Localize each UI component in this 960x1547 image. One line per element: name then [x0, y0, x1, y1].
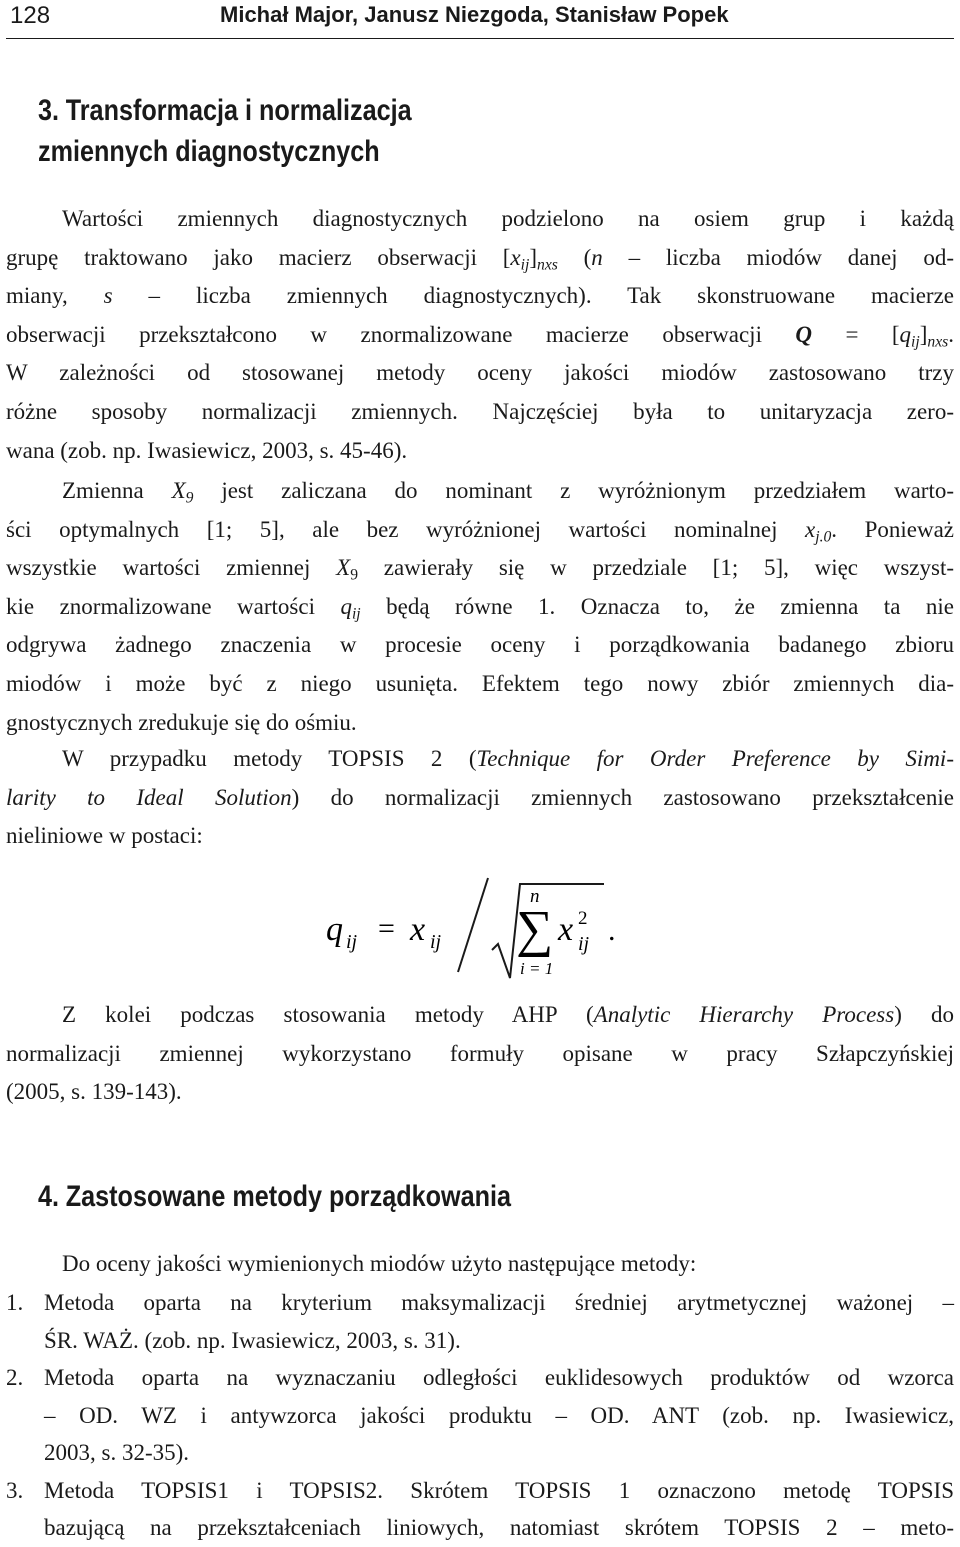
text-line: ŚR. WAŻ. (zob. np. Iwasiewicz, 2003, s. 31).: [44, 1327, 461, 1353]
list-item: [6, 1359, 954, 1472]
formula-x-subscript: ij: [430, 931, 442, 953]
paragraph-methods-intro: [6, 1245, 954, 1284]
page-header: [6, 0, 954, 40]
section-4-title: Zastosowane metody porządkowania: [65, 1180, 512, 1213]
text-line: [6, 588, 954, 627]
text-run: Zmienna: [62, 478, 172, 503]
var-x: x: [805, 516, 816, 542]
text-line: [6, 511, 954, 550]
text-run-italic: Technique for Order Preference by Simi-: [476, 746, 954, 771]
text-line: Metoda oparta na wyznaczaniu odległości euklidesowych produktów od wzorca: [44, 1365, 954, 1390]
text-run: grupę traktowano jako macierz obserwacji [: [6, 244, 511, 270]
header-rule: [6, 38, 954, 39]
division-slash: [458, 878, 488, 972]
subscript-nxs: nxs: [537, 255, 558, 273]
text-run: ) do: [894, 1002, 954, 1027]
text-line: [6, 277, 954, 316]
formula-square: 2: [578, 908, 588, 929]
var-n: n: [591, 244, 603, 270]
subscript-ij: ij: [351, 605, 361, 623]
formula-q: q: [326, 911, 343, 948]
text-line: odgrywa żadnego znaczenia w procesie oceny i porządkowania badanego zbioru: [6, 632, 954, 658]
text-run-italic: larity to Ideal Solution: [6, 784, 292, 810]
text-line: [6, 316, 954, 355]
text-line: gnostycznych zredukuje się do ośmiu.: [6, 709, 357, 735]
formula-summand-subscript: ij: [578, 933, 590, 955]
subscript-ij: ij: [520, 255, 530, 273]
var-s: s: [103, 283, 113, 309]
text-line: Metoda TOPSIS1 i TOPSIS2. Skrótem TOPSIS 1 oznaczono metodę TOPSIS: [44, 1477, 954, 1503]
list-number: 2.: [6, 1365, 24, 1390]
text-line: [6, 549, 954, 588]
text-run: obserwacji przekształcono w znormalizowane macierze obserwacji: [6, 321, 796, 347]
var-x: x: [510, 244, 521, 270]
subscript-nxs: nxs: [927, 333, 949, 351]
subscript-9: 9: [185, 489, 194, 507]
formula-equals: =: [378, 912, 395, 945]
paragraph-data-grouping: [6, 200, 954, 470]
text-line: nieliniowe w postaci:: [6, 823, 203, 849]
text-line: – OD. WZ i antywzorca jakości produktu – OD. ANT (zob. np. Iwasiewicz,: [44, 1402, 954, 1428]
text-run: (: [557, 244, 592, 270]
var-X: X: [171, 478, 186, 503]
list-number: 3.: [6, 1477, 24, 1503]
formula-x-summand: x: [558, 911, 574, 948]
text-line: Metoda oparta na kryterium maksymalizacji średniej arytmetycznej ważonej –: [44, 1290, 954, 1315]
page-number: 128: [10, 2, 51, 29]
var-q: q: [340, 593, 352, 619]
text-run: miany,: [6, 283, 104, 309]
text-line: różne sposoby normalizacji zmiennych. Najczęściej była to unitaryzacja zero-: [6, 398, 954, 424]
list-item: [6, 1284, 954, 1359]
text-line: wana (zob. np. Iwasiewicz, 2003, s. 45-46).: [6, 437, 408, 463]
text-line: [6, 472, 954, 511]
formula-q-subscript: ij: [346, 931, 358, 953]
sum-upper-limit: n: [530, 886, 540, 907]
text-run-italic: Analytic Hierarchy Process: [593, 1002, 895, 1027]
text-line: [6, 996, 954, 1035]
text-run: = [: [812, 321, 900, 347]
paragraph-variable-x9: [6, 472, 954, 742]
section-3-heading-line-1: [38, 90, 412, 131]
formula-x: x: [410, 911, 426, 948]
formula-period: .: [608, 914, 616, 947]
text-line: normalizacji zmiennej wykorzystano formuły opisane w pracy Szłapczyńskiej: [6, 1040, 954, 1066]
section-3-heading: [38, 90, 412, 172]
summation-sign: ∑: [516, 901, 554, 958]
text-run: – liczba miodów danej od-: [602, 244, 954, 270]
text-run: . Ponieważ: [831, 516, 954, 542]
text-run: kie znormalizowane wartości: [6, 593, 341, 619]
text-line: (2005, s. 139-143).: [6, 1079, 182, 1105]
paragraph-topsis-normalization: [6, 740, 954, 856]
text-line: Wartości zmiennych diagnostycznych podzielono na osiem grup i każdą: [62, 206, 954, 231]
text-run: W przypadku metody TOPSIS 2 (: [62, 746, 477, 771]
text-run: ]: [919, 321, 928, 347]
running-head-authors: Michał Major, Janusz Niezgoda, Stanisław Popek: [220, 2, 729, 27]
list-number: 1.: [6, 1290, 24, 1315]
section-3-title-part-1: Transformacja i normalizacja: [65, 94, 412, 127]
section-3-number: 3.: [38, 94, 60, 127]
text-run: będą równe 1. Oznacza to, że zmienna ta nie: [360, 593, 954, 619]
section-4-number: 4.: [38, 1180, 60, 1213]
var-Q: Q: [795, 321, 813, 347]
section-3-heading-line-2: zmiennych diagnostycznych: [38, 135, 380, 168]
section-4-heading: [38, 1176, 511, 1217]
text-run: ]: [529, 244, 537, 270]
text-run: zawierały się w przedziale [1; 5], więc wszyst-: [358, 555, 955, 581]
text-run: ) do normalizacji zmiennych zastosowano przekształcenie: [291, 784, 954, 810]
text-run: .: [948, 321, 954, 347]
normalization-formula: [320, 870, 640, 980]
text-line: bazującą na przekształceniach liniowych, natomiast skrótem TOPSIS 2 – meto-: [44, 1515, 954, 1540]
text-run: wszystkie wartości zmiennej: [6, 555, 337, 581]
text-line: Do oceny jakości wymienionych miodów użyto następujące metody:: [62, 1251, 697, 1276]
text-line: [6, 740, 954, 779]
subscript-j0: j.0: [815, 527, 832, 545]
methods-list: [6, 1284, 954, 1547]
text-run: Z kolei podczas stosowania metody AHP (: [62, 1002, 594, 1027]
text-line: 2003, s. 32-35).: [44, 1440, 190, 1465]
sum-lower-limit: i = 1: [520, 959, 554, 978]
paragraph-ahp-normalization: [6, 996, 954, 1112]
text-line: W zależności od stosowanej metody oceny jakości miodów zastosowano trzy: [6, 360, 954, 386]
text-line: miodów i może być z niego usunięta. Efektem tego nowy zbiór zmiennych dia-: [6, 670, 954, 696]
var-q: q: [899, 321, 912, 347]
list-item: [6, 1472, 954, 1547]
subscript-ij: ij: [911, 333, 920, 351]
text-line: [6, 239, 954, 278]
text-run: jest zaliczana do nominant z wyróżnionym przedziałem warto-: [193, 478, 955, 503]
var-X: X: [336, 555, 351, 581]
text-run: – liczba zmiennych diagnostycznych). Tak skonstruowane macierze: [112, 283, 955, 309]
text-run: ści optymalnych [1; 5], ale bez wyróżnionej wartości nominalnej: [6, 516, 806, 542]
subscript-9: 9: [350, 566, 358, 584]
text-line: [6, 779, 954, 818]
